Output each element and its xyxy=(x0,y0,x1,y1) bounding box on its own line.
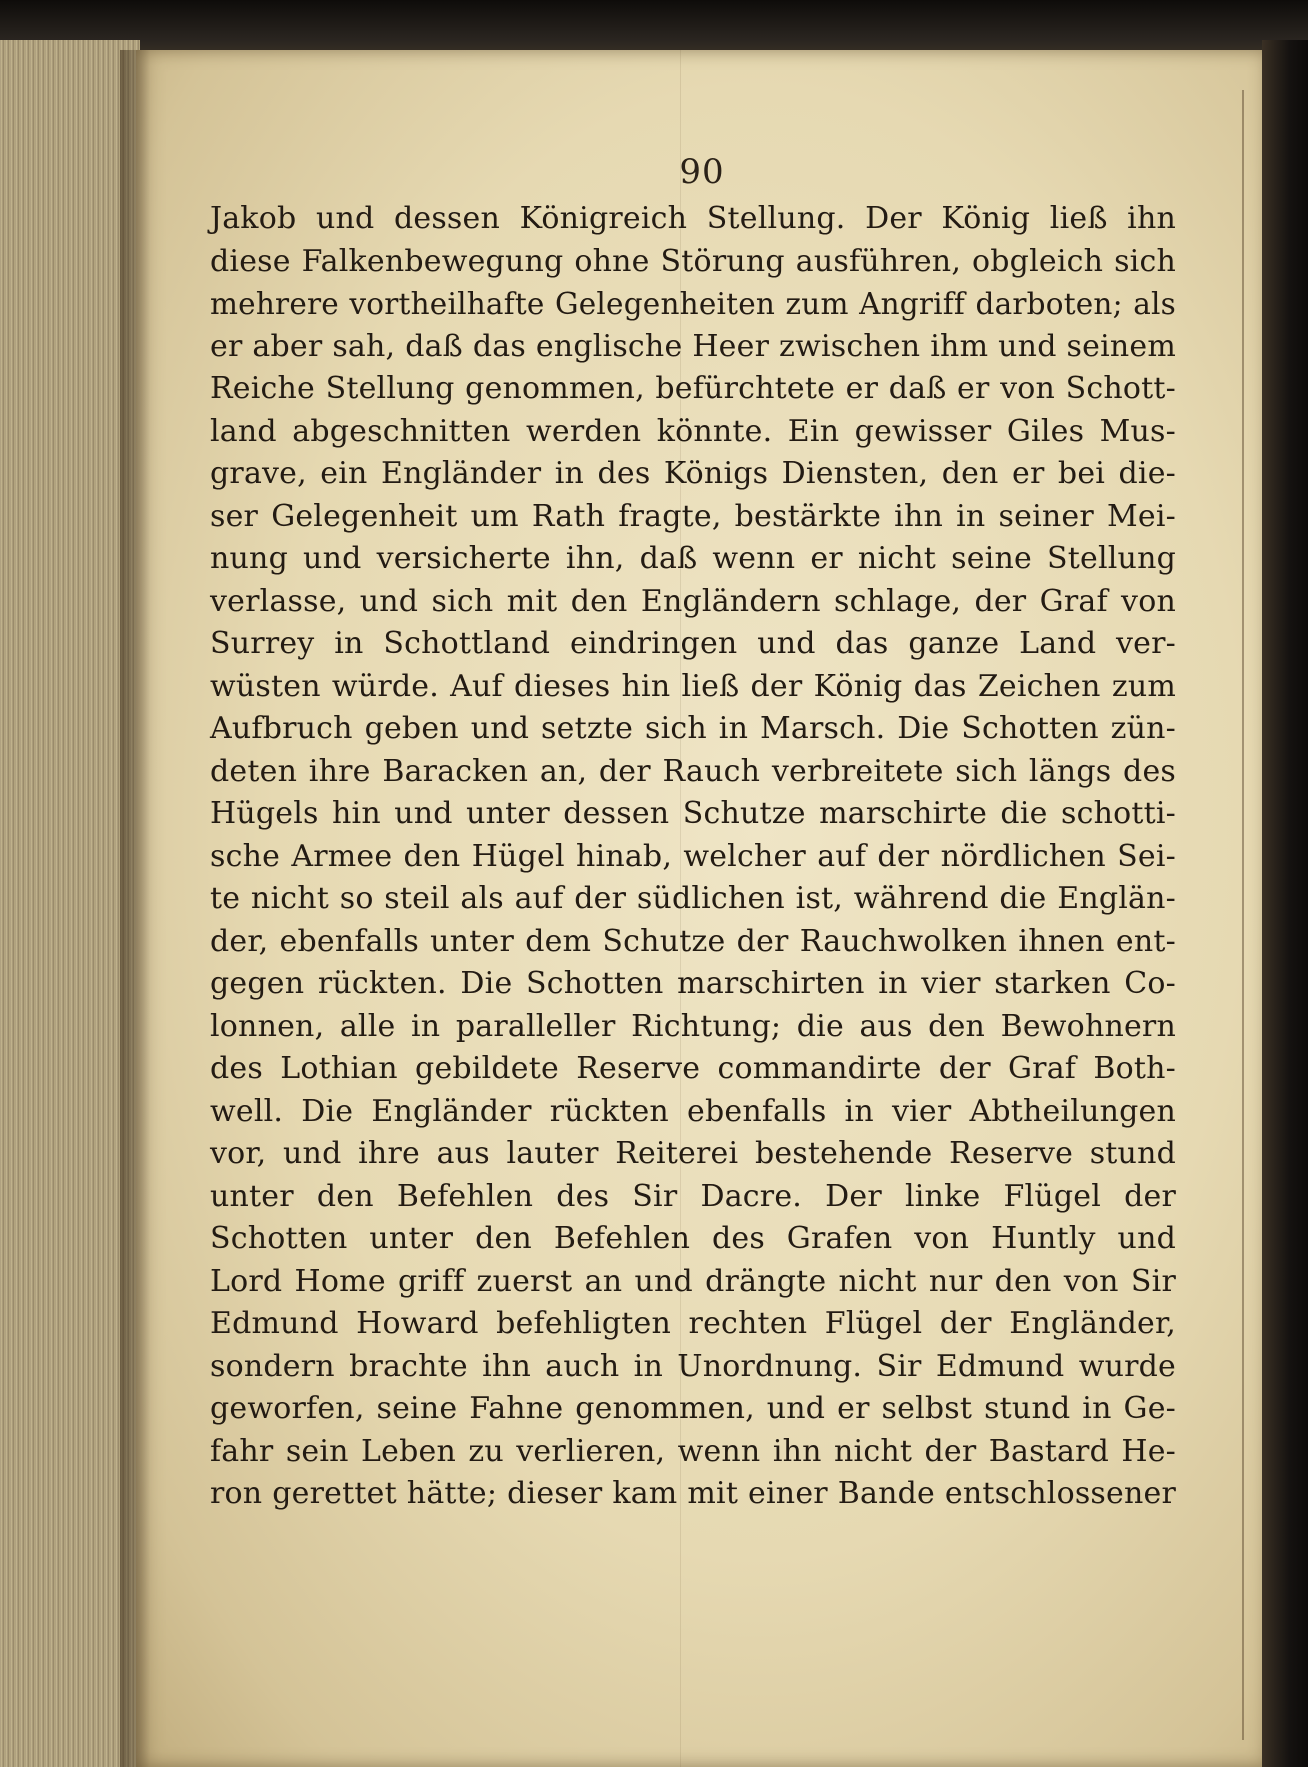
text-line: sche Armee den Hügel hinab, welcher auf der nördlichen Sei- xyxy=(210,838,1176,874)
text-line: des Lothian gebildete Reserve commandirte der Graf Both- xyxy=(210,1051,1176,1086)
text-line: Lord Home griff zuerst an und drängte nicht nur den von Sir xyxy=(210,1263,1176,1299)
page-number: 90 xyxy=(679,152,725,192)
gutter-line xyxy=(1242,90,1244,1740)
text-line: unter den Befehlen des Sir Dacre. Der linke Flügel der xyxy=(210,1178,1176,1214)
text-line: sondern brachte ihn auch in Unordnung. Sir Edmund wurde xyxy=(210,1348,1176,1384)
text-line: fahr sein Leben zu verlieren, wenn ihn nicht der Bastard He- xyxy=(210,1433,1176,1469)
text-line: Edmund Howard befehligten rechten Flügel der Engländer, xyxy=(210,1306,1176,1341)
text-line: te nicht so steil als auf der südlichen ist, während die Englän- xyxy=(210,881,1176,916)
text-line: geworfen, seine Fahne genommen, und er selbst stund in Ge- xyxy=(210,1391,1176,1426)
text-line: der, ebenfalls unter dem Schutze der Rauchwolken ihnen ent- xyxy=(210,923,1176,959)
text-line: nung und versicherte ihn, daß wenn er nicht seine Stellung xyxy=(210,541,1176,576)
text-line: ron gerettet hätte; dieser kam mit einer Bande entschlossener xyxy=(210,1476,1176,1511)
book-right-edge xyxy=(1262,40,1308,1767)
text-line: mehrere vortheilhafte Gelegenheiten zum Angriff darboten; als xyxy=(210,287,1176,321)
text-line: er aber sah, daß das englische Heer zwischen ihm und seinem xyxy=(210,328,1176,364)
page-stack-edge xyxy=(0,40,140,1767)
text-line: Surrey in Schottland eindringen und das ganze Land ver- xyxy=(210,626,1176,661)
text-line: land abgeschnitten werden könnte. Ein gewisser Giles Mus- xyxy=(210,413,1176,449)
text-line: Hügels hin und unter dessen Schutze marschirte die schotti- xyxy=(210,796,1176,831)
text-line: well. Die Engländer rückten ebenfalls in vier Abtheilungen xyxy=(210,1093,1176,1129)
text-line: lonnen, alle in paralleller Richtung; die aus den Bewohnern xyxy=(210,1008,1176,1044)
text-line: grave, ein Engländer in des Königs Diensten, den er bei die- xyxy=(210,456,1176,491)
text-line: deten ihre Baracken an, der Rauch verbreitete sich längs des xyxy=(210,753,1176,789)
text-line: Aufbruch geben und setzte sich in Marsch. Die Schotten zün- xyxy=(210,711,1176,746)
text-line: diese Falkenbewegung ohne Störung ausführen, obgleich sich xyxy=(210,243,1176,279)
text-line: gegen rückten. Die Schotten marschirten in vier starken Co- xyxy=(210,966,1176,1001)
text-line: verlasse, und sich mit den Engländern schlage, der Graf von xyxy=(210,583,1176,619)
text-line: wüsten würde. Auf dieses hin ließ der König das Zeichen zum xyxy=(210,668,1176,704)
text-line: Schotten unter den Befehlen des Grafen von Huntly und xyxy=(210,1221,1176,1256)
text-line: ser Gelegenheit um Rath fragte, bestärkte ihn in seiner Mei- xyxy=(210,498,1176,534)
text-line: vor, und ihre aus lauter Reiterei bestehende Reserve stund xyxy=(210,1136,1176,1171)
text-line: Reiche Stellung genommen, befürchtete er daß er von Schott- xyxy=(210,371,1176,406)
binding-shadow xyxy=(120,50,150,1767)
body-text xyxy=(210,198,1176,1516)
text-line: Jakob und dessen Königreich Stellung. Der König ließ ihn xyxy=(210,201,1176,236)
